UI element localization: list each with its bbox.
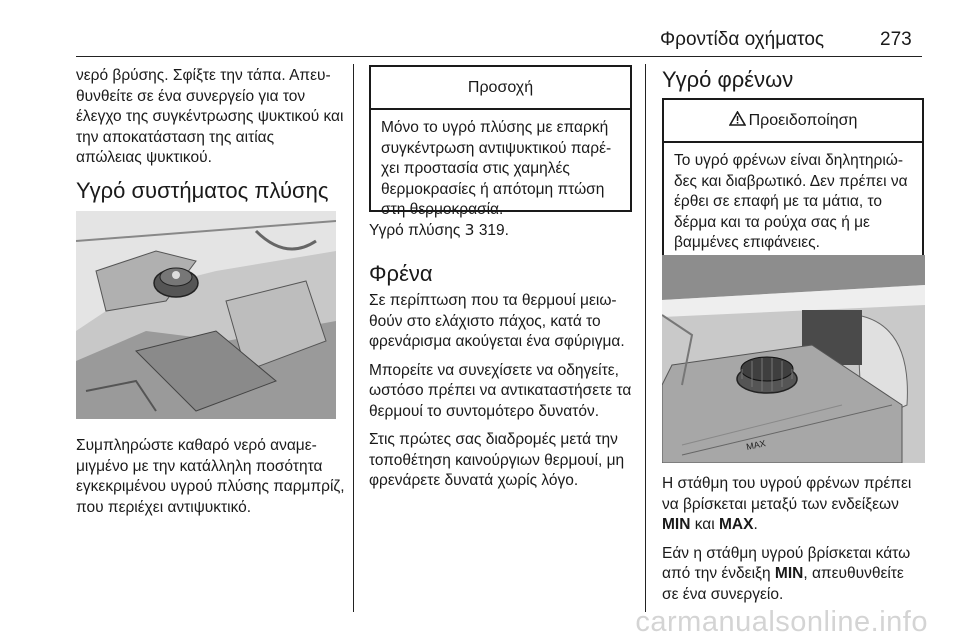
reference-page-link[interactable]: 319. bbox=[478, 222, 509, 239]
washer-fluid-heading: Υγρό συστήματος πλύσης bbox=[76, 178, 329, 203]
washer-reference bbox=[369, 220, 639, 242]
warning-header bbox=[664, 100, 922, 143]
brake-fluid-p2-end: , απευθυνθείτε σε ένα συνεργείο. bbox=[662, 565, 904, 603]
watermark-footer: carmanualsonline.info bbox=[635, 606, 928, 638]
intro-paragraph: νερό βρύσης. Σφίξτε την τάπα. Απευ-θυνθείτε σε ένα συνεργείο για τον έλεγχο της συγκέντρωσης ψυκτικού και την αποκατάσταση της αιτίας απώλειας ψυκτικού. bbox=[76, 67, 344, 166]
p1-period: . bbox=[753, 516, 758, 533]
warning-title: Προειδοποίηση bbox=[748, 111, 858, 129]
caution-text: Μόνο το υγρό πλύσης με επαρκή συγκέντρωση αντιψυκτικού παρέ-χει προστασία στις χαμηλές θερμοκρασίες ή απότομη πτώση στη θερμοκρασία. bbox=[381, 119, 612, 218]
brakes-paragraph-2: Μπορείτε να συνεχίσετε να οδηγείτε, ωστόσο πρέπει να αντικαταστήσετε τα θερμουί το συντομότερο δυνατόν. bbox=[369, 361, 632, 420]
column-1 bbox=[76, 66, 344, 169]
min-mark-text: MIN bbox=[662, 516, 691, 533]
reference-arrow-icon: 3 bbox=[464, 221, 475, 239]
warning-triangle-icon bbox=[729, 111, 746, 131]
caution-box bbox=[369, 65, 632, 218]
washer-reservoir-image bbox=[76, 211, 336, 419]
brake-fluid-text bbox=[662, 474, 924, 605]
brake-fluid-p1-text: Η στάθμη του υγρού φρένων πρέπει να βρίσκεται μεταξύ των ενδείξεων bbox=[662, 475, 912, 513]
brake-fluid-reservoir-image bbox=[662, 255, 925, 463]
warning-text: Το υγρό φρένων είναι δηλητηριώ-δες και διαβρωτικό. Δεν πρέπει να έρθει σε επαφή με τα μάτια, το δέρμα και τα ρούχα σας ή με βαμμένες επιφάνειες. bbox=[674, 152, 908, 251]
column-divider-right bbox=[645, 64, 646, 612]
max-mark-text: MAX bbox=[719, 516, 754, 533]
max-mark-label: MAX bbox=[745, 438, 767, 452]
brake-fluid-paragraph-2 bbox=[662, 544, 924, 606]
washer-fill-paragraph: Συμπληρώστε καθαρό νερό αναμε-μιγμένο με την κατάλληλη ποσότητα εγκεκριμένου υγρού πλύσης παρμπρίζ, που περιέχει αντιψυκτικό. bbox=[76, 437, 345, 516]
reference-text: Υγρό πλύσης bbox=[369, 222, 461, 239]
header-rule bbox=[76, 56, 922, 57]
min-mark-text-2: MIN bbox=[774, 565, 804, 582]
warning-box bbox=[662, 98, 924, 267]
brakes-paragraph-3: Στις πρώτες σας διαδρομές μετά την τοποθέτηση καινούργιων θερμουί, μη φρενάρετε δυνατά χωρίς λόγο. bbox=[369, 431, 625, 489]
column-1-caption bbox=[76, 436, 346, 518]
page-number: 273 bbox=[880, 29, 912, 50]
column-divider-left bbox=[353, 64, 354, 612]
running-header-title: Φροντίδα οχήματος bbox=[660, 29, 825, 50]
brakes-heading: Φρένα bbox=[369, 261, 433, 286]
brakes-paragraph-1: Σε περίπτωση που τα θερμουί μειω-θούν στο ελάχιστο πάχος, κατά το φρενάρισμα ακούγεται ένα σφύριγμα. bbox=[369, 292, 625, 350]
brake-fluid-paragraph-1 bbox=[662, 474, 924, 536]
brake-fluid-heading: Υγρό φρένων bbox=[662, 67, 794, 92]
brake-fluid-p2-text: Εάν η στάθμη υγρού βρίσκεται κάτω από την ένδειξη bbox=[662, 544, 911, 582]
caution-title: Προσοχή bbox=[371, 67, 630, 110]
brakes-text bbox=[369, 291, 637, 492]
and-text: και bbox=[694, 516, 715, 533]
